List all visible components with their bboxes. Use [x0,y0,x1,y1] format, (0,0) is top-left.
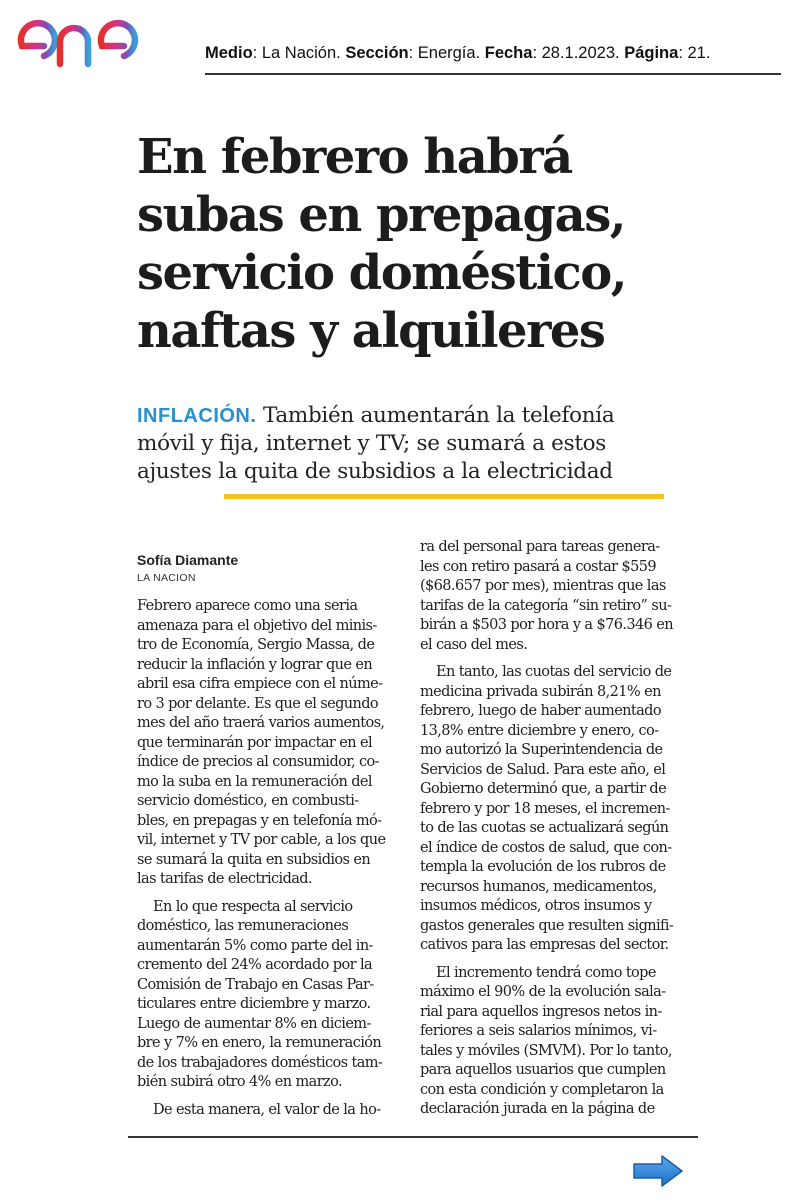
text-line: ra del personal para tareas genera- [420,539,660,555]
text-line: las tarifas de electricidad. [137,871,312,887]
text-line: Servicios de Salud. Para este año, el [420,761,666,778]
arrow-right-icon[interactable] [632,1154,684,1188]
text-line: les con retiro pasará a costar $559 [420,558,656,575]
author: Sofía Diamante [137,552,239,568]
text-line: el índice de costos de salud, que con- [420,839,672,856]
text-line: gastos generales que resulten signifi- [420,917,674,934]
text-line: feriores a seis salarios mínimos, vi- [420,1023,657,1039]
text-line: bién subirá otro 4% en marzo. [137,1074,342,1090]
text-line: Luego de aumentar 8% en diciem- [137,1015,371,1032]
text-line: recursos humanos, medicamentos, [420,878,657,895]
text-line: Febrero aparece como una seria [137,598,358,614]
text-line: cremento del 24% acordado por la [137,957,373,973]
text-line: En lo que respecta al servicio [153,898,353,915]
footer-divider [128,1136,698,1138]
article-column-2 [420,538,685,1120]
text-line: insumos médicos, otros insumos y [420,898,652,914]
outlet: LA NACION [137,572,196,584]
text-line: ro 3 por delante. Es que el segundo [137,695,379,712]
text-line: tales y móviles (SMVM). Por lo tanto, [420,1042,672,1059]
article-headline: En febrero habrá subas en prepagas, servicio doméstico, naftas y alquileres [137,129,626,359]
enel-logo [16,6,181,68]
text-line: índice de precios al consumidor, co- [137,754,379,770]
article-column-1 [137,597,399,1120]
text-line: bre y 7% en enero, la remuneración [137,1035,382,1051]
text-line: el caso del mes. [420,636,528,653]
text-line: aumentarán 5% como parte del in- [137,937,373,954]
text-line: El incremento tendrá como tope [436,964,656,981]
text-line: reducir la inflación y lograr que en [137,656,373,673]
subhead-underline [224,494,664,499]
text-line: mes del año traerá varios aumentos, [137,715,385,731]
text-line: servicio doméstico, en combusti- [137,793,359,809]
text-line: declaración jurada en la página de [420,1101,655,1117]
text-line: 13,8% entre diciembre y enero, co- [420,722,659,739]
text-line: to de las cuotas se actualizará según [420,820,669,836]
text-line: templa la evolución de los rubros de [420,859,666,875]
kicker: INFLACIÓN. [137,405,257,427]
text-line: rial para aquellos ingresos netos in- [420,1003,662,1020]
text-line: birán a $503 por hora y a $76.346 en [420,617,673,633]
text-line: para aquellos usuarios que cumplen [420,1062,666,1078]
text-line: se sumará la quita en subsidios en [137,851,371,868]
text-line: cativos para las empresas del sector. [420,937,669,953]
text-line: doméstico, las remuneraciones [137,918,349,934]
text-line: mo autorizó la Superintendencia de [420,742,663,758]
text-line: con esta condición y completaron la [420,1081,664,1098]
text-line: tro de Economía, Sergio Massa, de [137,637,375,653]
text-line: En tanto, las cuotas del servicio de [436,664,672,680]
text-line: que terminarán por impactar en el [137,734,372,751]
text-line: Comisión de Trabajo en Casas Par- [137,976,374,993]
text-line: mo la suba en la remuneración del [137,773,372,790]
header-divider [205,73,781,75]
text-line: febrero y por 18 meses, el incremen- [420,800,670,817]
text-line: bles, en prepagas y en telefonía mó- [137,812,382,829]
text-line: medicina privada subirán 8,21% en [420,683,661,700]
source-info: Medio: La Nación. Sección: Energía. Fecha: 28.1.2023. Página: 21. [205,44,711,62]
text-line: vil, internet y TV por cable, a los que [137,832,386,848]
text-line: tarifas de la categoría “sin retiro” su- [420,597,672,614]
article-subhead: INFLACIÓN. También aumentarán la telefonía móvil y fija, internet y TV; se sumará a estos ajustes la quita de subsidios a la electricidad [137,403,615,484]
text-line: amenaza para el objetivo del minis- [137,617,377,634]
text-line: ticulares entre diciembre y marzo. [137,996,371,1012]
text-line: febrero, luego de haber aumentado [420,703,661,719]
text-line: ($68.657 por mes), mientras que las [420,578,666,594]
text-line: abril esa cifra empiece con el núme- [137,676,383,692]
text-line: de los trabajadores domésticos tam- [137,1054,383,1071]
text-line: De esta manera, el valor de la ho- [153,1101,381,1118]
text-line: Gobierno determinó que, a partir de [420,781,667,797]
text-line: máximo el 90% de la evolución sala- [420,984,666,1000]
